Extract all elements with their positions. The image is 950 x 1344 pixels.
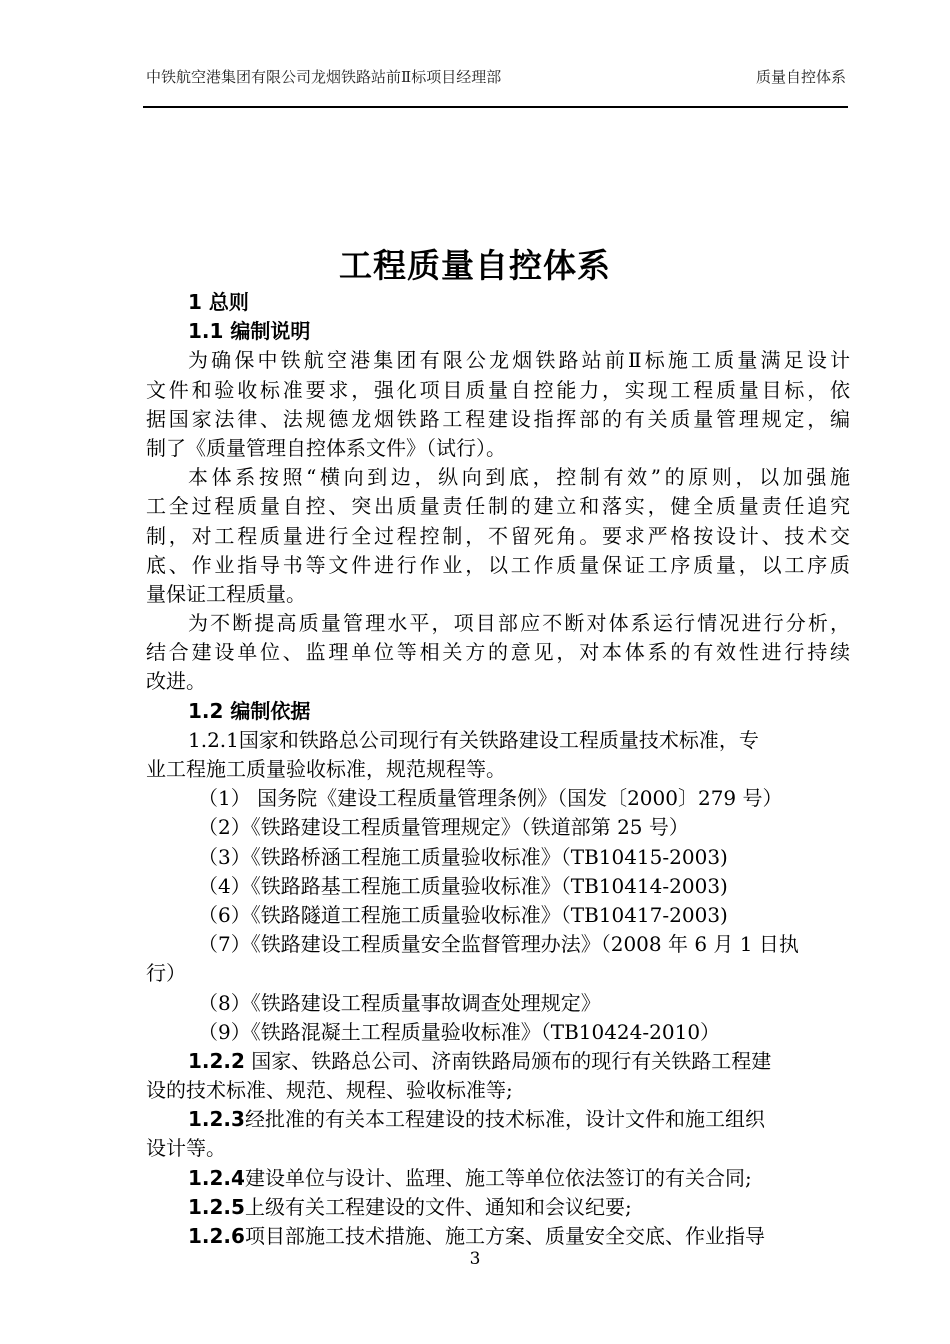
clause-text: 国家、铁路总公司、济南铁路局颁布的现行有关铁路工程建	[244, 1048, 772, 1073]
list-item: （1） 国务院《建设工程质量管理条例》（国发〔2000〕279 号）	[198, 786, 783, 811]
list-item: （6）《铁路隧道工程施工质量验收标准》（TB10417-2003)	[198, 902, 728, 927]
paragraph-line: 本体系按照“横向到边，纵向到底，控制有效”的原则，以加强施	[188, 465, 850, 490]
heading-1: 1 总则	[188, 290, 249, 314]
clause-1-2-2	[146, 1047, 850, 1076]
paragraph-line: 改进。	[146, 669, 206, 694]
header-section: 质量自控体系	[755, 68, 846, 86]
clause-text: 上级有关工程建设的文件、通知和会议纪要;	[244, 1194, 632, 1219]
list-item: （3）《铁路桥涵工程施工质量验收标准》（TB10415-2003)	[198, 844, 728, 869]
paragraph-line: 为确保中铁航空港集团有限公龙烟铁路站前Ⅱ标施工质量满足设计	[188, 348, 850, 373]
document-title: 工程质量自控体系	[339, 246, 611, 285]
header-organization: 中铁航空港集团有限公司龙烟铁路站前Ⅱ标项目经理部	[146, 68, 502, 86]
list-item: （8）《铁路建设工程质量事故调查处理规定》	[198, 990, 601, 1015]
paragraph-line: 制，对工程质量进行全过程控制，不留死角。要求严格按设计、技术交	[146, 523, 850, 548]
clause-text: 国家和铁路总公司现行有关铁路建设工程质量技术标准，专	[238, 727, 759, 752]
clause-text: 经批准的有关本工程建设的技术标准，设计文件和施工组织	[244, 1107, 765, 1132]
paragraph-line: 为不断提高质量管理水平，项目部应不断对体系运行情况进行分析，	[188, 611, 850, 636]
clause-number: 1.2.2	[188, 1048, 245, 1073]
paragraph-line: 据国家法律、法规德龙烟铁路工程建设指挥部的有关质量管理规定，编	[146, 406, 850, 431]
paragraph-line: 结合建设单位、监理单位等相关方的意见，对本体系的有效性进行持续	[146, 640, 850, 665]
clause-text: 项目部施工技术措施、施工方案、质量安全交底、作业指导	[244, 1224, 765, 1248]
list-item: （7）《铁路建设工程质量安全监督管理办法》（2008 年 6 月 1 日执	[198, 932, 799, 957]
clause-1-2-1	[146, 726, 850, 755]
clause-1-2-6	[146, 1222, 850, 1251]
clause-1-2-3	[146, 1105, 850, 1134]
clause-text: 建设单位与设计、监理、施工等单位依法签订的有关合同;	[244, 1165, 752, 1190]
clause-number: 1.2.3	[188, 1107, 245, 1132]
clause-1-2-4	[146, 1164, 850, 1193]
paragraph-line: 设的技术标准、规范、规程、验收标准等;	[146, 1078, 513, 1103]
paragraph-line: 设计等。	[146, 1136, 226, 1161]
list-item-continuation: 行）	[146, 961, 186, 986]
clause-number: 1.2.1	[188, 727, 239, 752]
list-item: （2）《铁路建设工程质量管理规定》（铁道部第 25 号）	[198, 815, 689, 840]
list-item: （4）《铁路路基工程施工质量验收标准》（TB10414-2003)	[198, 873, 728, 898]
paragraph-line: 文件和验收标准要求，强化项目质量自控能力，实现工程质量目标，依	[146, 377, 850, 402]
paragraph-line: 业工程施工质量验收标准，规范规程等。	[146, 757, 506, 781]
paragraph-line: 制了《质量管理自控体系文件》（试行）。	[146, 435, 506, 460]
heading-1-1: 1.1 编制说明	[188, 319, 311, 344]
header-divider	[143, 106, 848, 108]
clause-1-2-5	[146, 1193, 850, 1222]
page-header	[146, 66, 846, 96]
clause-number: 1.2.4	[188, 1165, 245, 1190]
heading-1-2: 1.2 编制依据	[188, 698, 311, 723]
paragraph-line: 底、作业指导书等文件进行作业，以工作质量保证工序质量，以工序质	[146, 552, 850, 577]
document-body	[146, 288, 850, 1251]
paragraph-line: 量保证工程质量。	[146, 581, 306, 606]
clause-number: 1.2.5	[188, 1194, 245, 1219]
paragraph-line: 工全过程质量自控、突出质量责任制的建立和落实，健全质量责任追究	[146, 494, 850, 519]
page-number: 3	[469, 1249, 481, 1269]
clause-number: 1.2.6	[188, 1224, 245, 1248]
list-item: （9）《铁路混凝土工程质量验收标准》（TB10424-2010）	[198, 1019, 721, 1044]
